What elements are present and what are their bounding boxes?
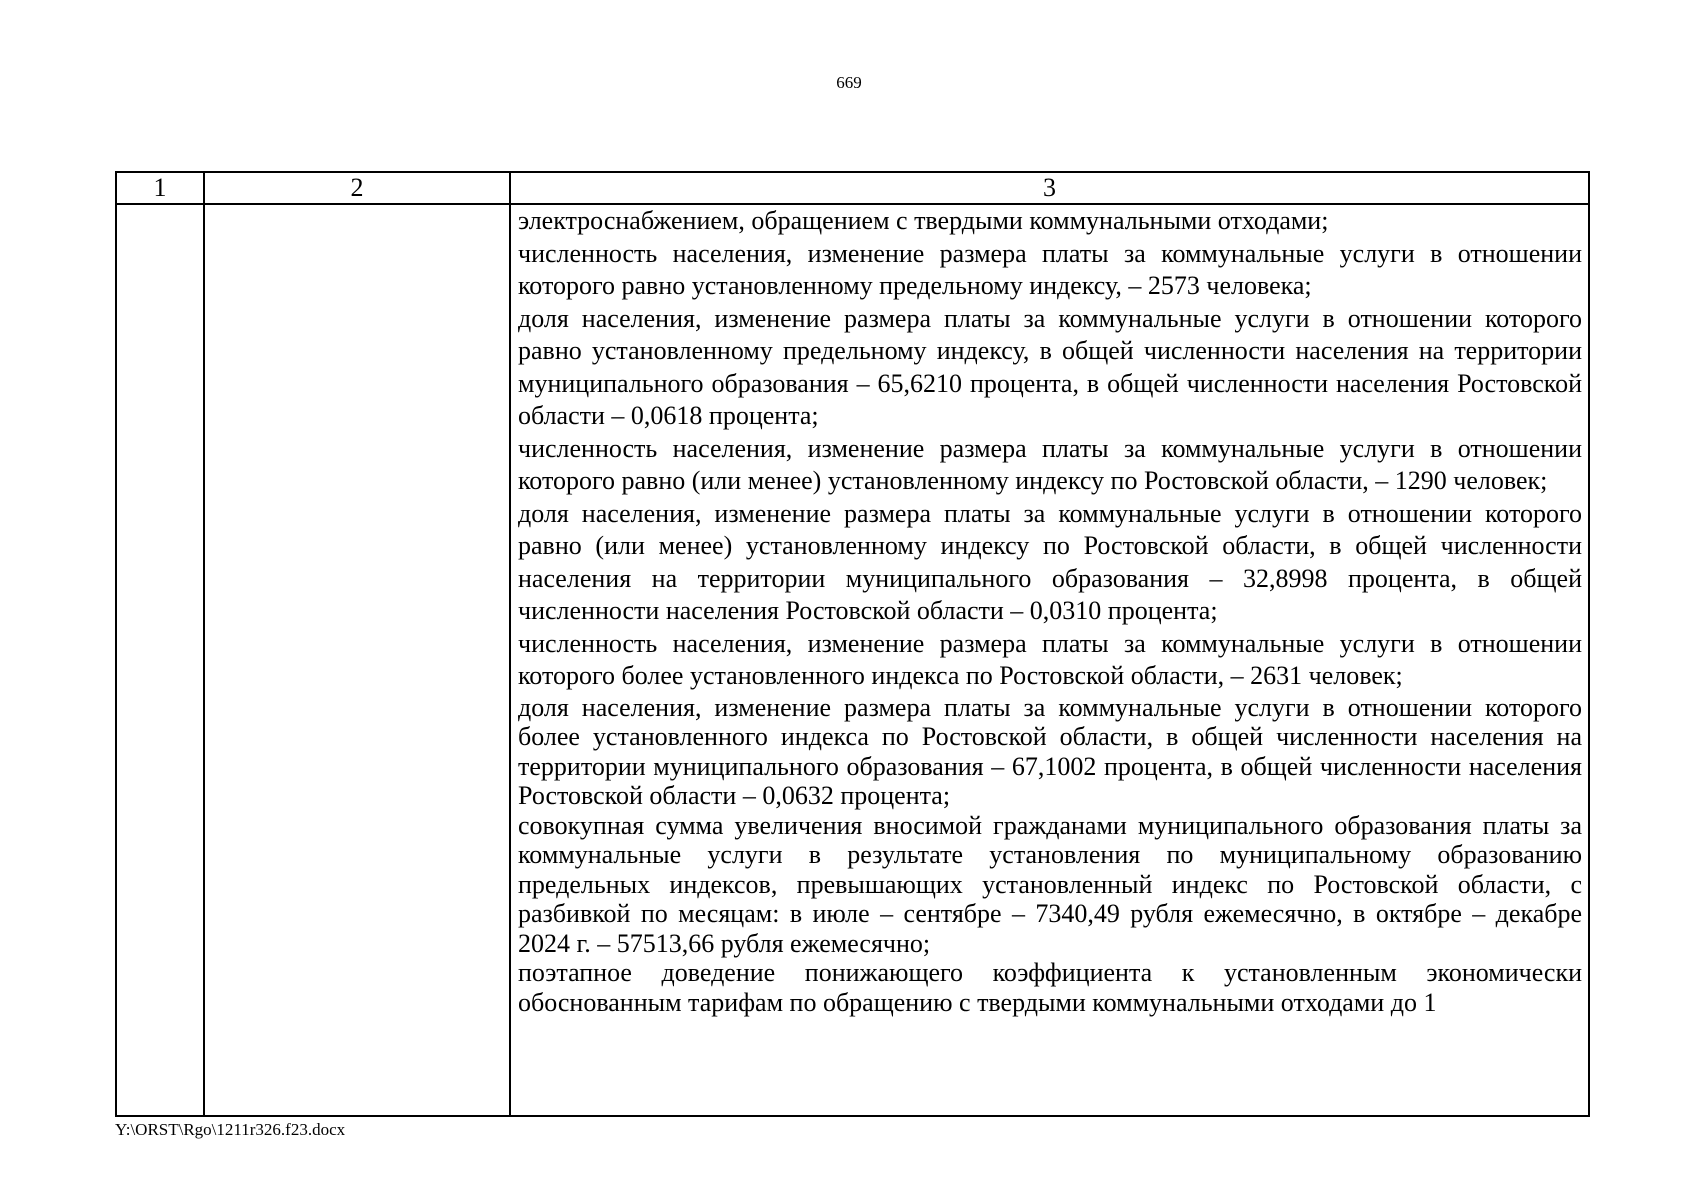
paragraph: численность населения, изменение размера платы за коммунальные услуги в отношении которого равно (или менее) установленному индексу по Ростовской области, – 1290 человек; [518,433,1582,495]
header-col-3: 3 [510,172,1589,204]
header-col-1: 1 [116,172,204,204]
paragraph: совокупная сумма увеличения вносимой гражданами муниципального образования платы за коммунальные услуги в результате установления по муниципальному образованию предельных индексов, превышающих установленный индекс по Ростовской области, с разбивкой по месяцам: в июле – сентябре – 7340,49 рубля ежемесячно, в октябре – декабре 2024 г. – 57513,66 рубля ежемесячно; [518,810,1582,958]
paragraph: доля населения, изменение размера платы за коммунальные услуги в отношении которого равно установленному предельному индексу, в общей численности населения на территории муниципального образования – 65,6210 процента, в общей численности населения Ростовской области – 0,0618 процента; [518,303,1582,430]
cell-col-1 [116,204,204,1116]
content-table [115,171,1590,1117]
paragraph: численность населения, изменение размера платы за коммунальные услуги в отношении которого равно установленному предельному индексу, – 2573 человека; [518,238,1582,300]
cell-col-3 [510,204,1589,1116]
paragraph: доля населения, изменение размера платы за коммунальные услуги в отношении которого равно (или менее) установленному индексу по Ростовской области, в общей численности населения на территории муниципального образования – 32,8998 процента, в общей численности населения Ростовской области – 0,0310 процента; [518,498,1582,625]
paragraph: доля населения, изменение размера платы за коммунальные услуги в отношении которого более установленного индекса по Ростовской области, в общей численности населения на территории муниципального образования – 67,1002 процента, в общей численности населения Ростовской области – 0,0632 процента; [518,692,1582,810]
table-row [116,204,1589,1116]
cell-col-2 [204,204,510,1116]
page-number: 669 [836,73,862,92]
paragraph: электроснабжением, обращением с твердыми коммунальными отходами; [518,206,1329,235]
table-header-row [116,172,1589,204]
header-col-2: 2 [204,172,510,204]
footer-file-path: Y:\ORST\Rgo\1211r326.f23.docx [115,1120,346,1139]
paragraph: численность населения, изменение размера платы за коммунальные услуги в отношении которого более установленного индекса по Ростовской области, – 2631 человек; [518,628,1582,690]
paragraph: поэтапное доведение понижающего коэффициента к установленным экономически обоснованным тарифам по обращению с твердыми коммунальными отходами до 1 [518,958,1582,1017]
